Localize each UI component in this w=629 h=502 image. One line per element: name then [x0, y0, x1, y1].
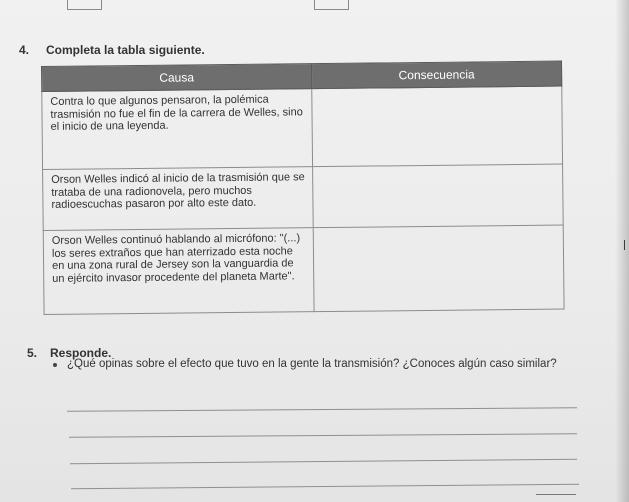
cause-consequence-table	[41, 61, 564, 330]
table-row	[43, 225, 564, 314]
question-5-title: Responde.	[50, 346, 112, 360]
question-4-number: 4.	[19, 43, 30, 57]
answer-line-2[interactable]	[69, 433, 577, 438]
cause-cell: Contra lo que algunos pensaron, la polémica trasmisión no fue el fin de la carrera de Welles, sino el inicio de una leyenda.	[42, 89, 313, 170]
top-box-left	[67, 0, 102, 10]
question-5-number: 5.	[27, 346, 38, 360]
answer-line-3[interactable]	[70, 459, 577, 464]
header-consequence: Consecuencia	[311, 61, 561, 89]
bullet-icon	[53, 363, 57, 367]
question-5-prompt: ¿Qué opinas sobre el efecto que tuvo en la gente la transmisión? ¿Conoces algún caso similar?	[67, 358, 557, 370]
answer-line-1[interactable]	[67, 407, 577, 412]
consequence-cell[interactable]	[313, 225, 564, 312]
header-cause: Causa	[42, 64, 312, 92]
top-box-right	[314, 0, 349, 10]
page-edge-shadow	[615, 0, 629, 502]
answer-line-4[interactable]	[71, 484, 579, 489]
consequence-cell[interactable]	[313, 164, 564, 228]
cause-cell: Orson Welles continuó hablando al micrófono: "(...) los seres extraños que han aterrizado esta noche en una zona rural de Jersey son la vanguardia de un ejército invasor procedente del planeta Marte".	[43, 228, 314, 315]
consequence-cell[interactable]	[312, 86, 563, 167]
question-4-title: Completa la tabla siguiente.	[46, 43, 205, 57]
table-row	[43, 164, 564, 230]
table-row	[42, 86, 563, 169]
cause-cell: Orson Welles indicó al inicio de la trasmisión que se trataba de una radionovela, pero muchos radioescuchas pasaron por alto este dato.	[43, 167, 314, 231]
bottom-mark	[536, 494, 576, 495]
